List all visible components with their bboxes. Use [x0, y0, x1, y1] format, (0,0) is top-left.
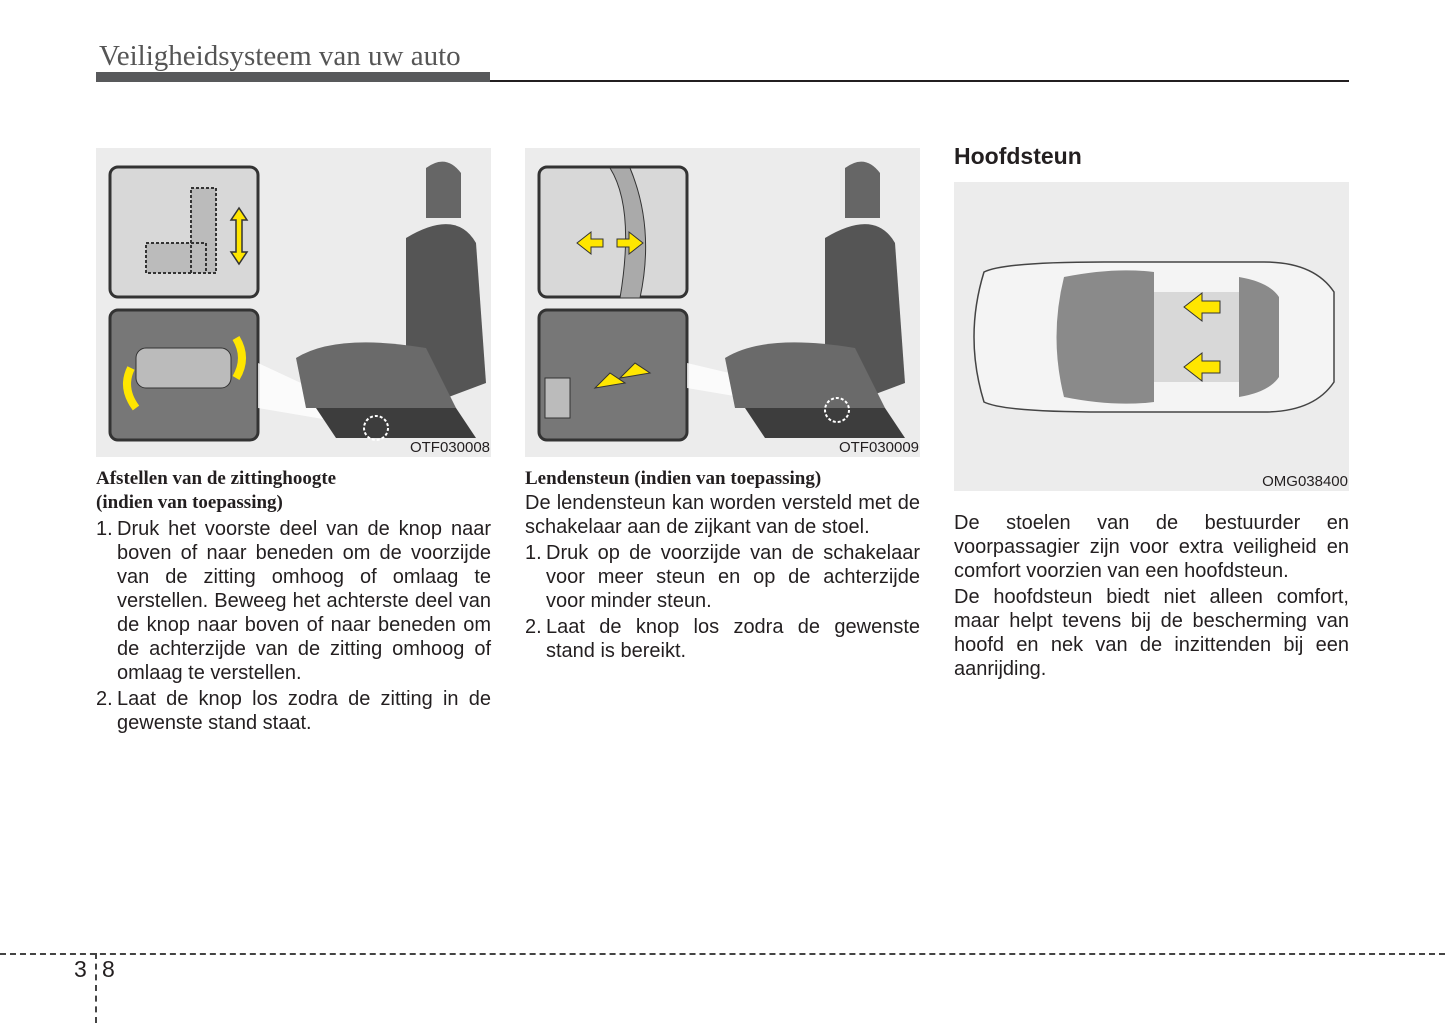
list-number: 1.: [525, 542, 542, 564]
seat-height-illustration: [96, 148, 491, 457]
intro-paragraph: De lendensteun kan worden versteld met de schakelaar aan de zijkant van de stoel.: [525, 492, 920, 538]
section-number: 3: [74, 956, 87, 982]
section-heading: Lendensteun (indien van toepassing): [525, 468, 822, 489]
headrest-figure: [954, 182, 1349, 491]
page-number: 8: [102, 956, 115, 982]
list-number: 2.: [525, 616, 542, 638]
figure-code: OTF030009: [838, 439, 919, 456]
list-item: [96, 517, 491, 685]
list-text: Druk het voorste deel van de knop naar boven of naar beneden om de voorzijde van de zitting omhoog of omlaag te verstellen. Beweeg het achterste deel van de knop naar boven of naar beneden om de achterzijde van de zitting omhoog of omlaag te verstellen.: [117, 518, 491, 684]
column-seat-height: [96, 467, 491, 735]
seat-height-figure: [96, 148, 491, 457]
lumbar-support-illustration: [525, 148, 920, 457]
figure-code: OTF030008: [409, 439, 490, 456]
section-heading: Afstellen van de zittinghoogte: [96, 468, 337, 489]
list-item: [525, 541, 920, 613]
list-text: Druk op de voorzijde van de schakelaar voor meer steun en op de achterzijde voor minder steun.: [546, 542, 920, 612]
header-bar: [96, 72, 490, 82]
section-heading-sub: (indien van toepassing): [96, 492, 283, 513]
header-rule: [490, 80, 1349, 82]
paragraph: De hoofdsteun biedt niet alleen comfort, maar helpt tevens bij de bescherming van hoofd en nek van de inzittenden bij een aanrijding.: [954, 586, 1349, 680]
headrest-heading: Hoofdsteun: [954, 143, 1082, 169]
list-text: Laat de knop los zodra de zitting in de gewenste stand staat.: [117, 688, 491, 734]
figure-code: OMG038400: [1262, 473, 1348, 490]
paragraph: De stoelen van de bestuurder en voorpassagier zijn voor extra veiligheid en comfort voorzien van een hoofdsteun.: [954, 512, 1349, 582]
column-headrest: [954, 511, 1349, 681]
list-number: 2.: [96, 688, 113, 710]
list-item: [525, 615, 920, 663]
footer-divider: [95, 953, 97, 1023]
header-title: Veiligheidsysteem van uw auto: [99, 40, 461, 72]
footer-rule: [0, 953, 1445, 955]
list-item: [96, 687, 491, 735]
list-number: 1.: [96, 518, 113, 540]
list-text: Laat de knop los zodra de gewenste stand is bereikt.: [546, 616, 920, 662]
lumbar-support-figure: [525, 148, 920, 457]
car-top-view-illustration: [954, 182, 1349, 491]
column-lumbar: [525, 467, 920, 663]
